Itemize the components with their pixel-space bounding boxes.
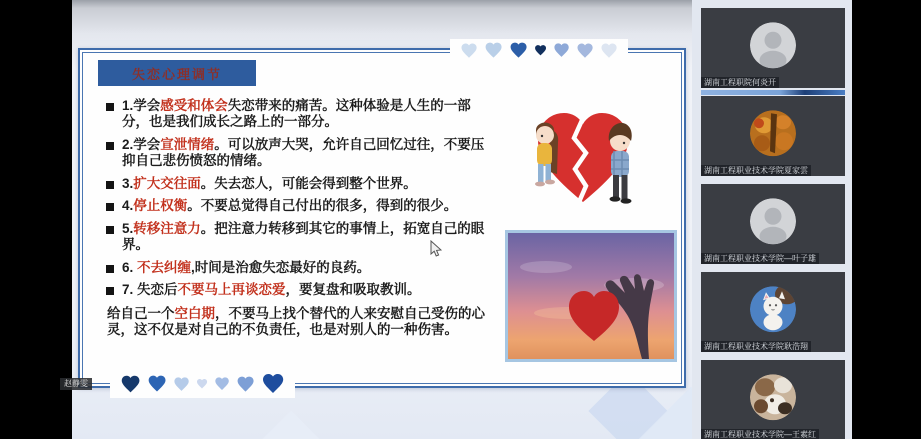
participant-name: 湖南工程职业技术学院—王素红	[701, 429, 819, 439]
highlighted-text: 不要马上再谈恋爱	[177, 282, 286, 298]
slide-bullet-6	[106, 260, 492, 276]
heart-icon	[120, 374, 141, 395]
avatar-graphic	[750, 198, 796, 244]
body-text: 1.学会	[122, 98, 161, 113]
participant-name: 湖南工程职业技术学院—叶子雄	[701, 253, 819, 264]
body-text: 失恋带来的痛苦。这种体验是人生的一部分，也是我们成长之路上的一部分。	[122, 98, 471, 130]
highlighted-text: 扩大交往面	[133, 175, 201, 191]
body-text: 6.	[122, 259, 138, 275]
sunset-photo-graphic	[508, 233, 674, 359]
participant-tile[interactable]	[701, 184, 845, 264]
square-bullet-icon	[106, 142, 114, 150]
square-bullet-icon	[106, 287, 114, 295]
heart-icon	[553, 42, 570, 59]
slide-footer-paragraph	[106, 306, 492, 339]
silhouette-avatar	[750, 198, 796, 244]
highlighted-text: 宣泄情绪	[160, 136, 215, 152]
body-text: 。失去恋人，可能会得到整个世界。	[200, 175, 417, 191]
audio-indicator-bar	[701, 90, 845, 95]
highlighted-text: 停止权衡	[133, 198, 188, 214]
presenter-name-badge: 赵静雯	[60, 378, 92, 390]
body-text: ，不要马上找个替代的人来安慰自己受伤的心灵，这不仅是对自己的不负责任，也是对别人的一种伤害。	[107, 305, 485, 338]
heart-icon	[236, 375, 255, 394]
participants-sidebar[interactable]	[692, 0, 852, 439]
presentation-slide	[78, 48, 686, 388]
heart-icon	[196, 378, 208, 390]
heart-icon	[484, 41, 503, 60]
body-text: 。不要总觉得自己付出的很多，得到的很少。	[187, 198, 458, 214]
participant-name: 湖南工程职业技术学院耿浩翔	[701, 341, 811, 352]
square-bullet-icon	[106, 265, 114, 273]
body-text: 5.	[122, 220, 134, 236]
pet-photo-avatar	[750, 374, 796, 420]
participant-tile[interactable]	[701, 96, 845, 176]
square-bullet-icon	[106, 203, 114, 211]
slide-bullet-4	[106, 198, 492, 214]
bullet-text	[122, 282, 421, 298]
avatar-graphic	[750, 22, 796, 68]
square-bullet-icon	[106, 226, 114, 234]
square-bullet-icon	[106, 181, 114, 189]
body-text: 。把注意力转移到其它的事情上，拓宽自己的眼界。	[122, 220, 485, 253]
slide-bullet-1	[106, 98, 492, 131]
heart-icon	[173, 376, 190, 393]
highlighted-text: 转移注意力	[133, 220, 201, 236]
body-text: 4.	[122, 198, 134, 214]
slide-title-box	[98, 60, 256, 86]
highlighted-text: 空白期	[174, 305, 215, 321]
avatar-graphic	[750, 110, 796, 156]
watermark-diamond	[258, 410, 323, 439]
mouse-cursor	[430, 240, 442, 258]
heart-icon	[261, 372, 285, 396]
broken-heart-couple-illustration	[504, 90, 662, 227]
slide-title: 失恋心理调节	[131, 66, 222, 82]
heart-icon	[534, 44, 547, 57]
heart-icon	[147, 374, 167, 394]
bullet-text	[122, 98, 492, 131]
body-text: 给自己一个	[107, 305, 175, 321]
bullet-text	[122, 198, 457, 214]
heart-icon	[576, 42, 594, 60]
heart-icon	[509, 41, 528, 60]
participant-name: 湖南工程职院何炎开	[701, 77, 779, 88]
highlighted-text: 感受和体会	[160, 98, 228, 113]
body-text: 2.学会	[122, 136, 161, 152]
participant-name: 湖南工程职业技术学院夏家雲	[701, 165, 811, 176]
avatar-graphic	[750, 286, 796, 332]
square-bullet-icon	[106, 103, 114, 111]
body-text: 。可以放声大哭，允许自己回忆过往，不要压抑自己悲伤愤怒的情绪。	[122, 136, 485, 169]
bullet-text	[122, 176, 417, 192]
bullet-text	[122, 260, 370, 276]
hearts-decoration-top	[450, 39, 628, 62]
body-text: 7. 失恋后	[122, 282, 178, 298]
slide-bullet-3	[106, 176, 492, 192]
body-text: 3.	[122, 175, 134, 191]
shared-screen-area[interactable]	[72, 0, 692, 439]
autumn-leaves-avatar	[750, 110, 796, 156]
slide-bullet-2	[106, 137, 492, 170]
participant-tile[interactable]	[701, 272, 845, 352]
bullet-list	[106, 98, 492, 339]
broken-heart-cartoon-graphic	[504, 90, 662, 227]
heart-icon	[214, 376, 230, 392]
letterbox-right	[852, 0, 921, 439]
bullet-text	[122, 137, 492, 170]
heart-icon	[460, 42, 478, 60]
silhouette-avatar	[750, 22, 796, 68]
participant-tile[interactable]	[701, 8, 845, 88]
hand-holding-heart-sunset-photo	[505, 230, 677, 362]
slide-bullet-7	[106, 282, 492, 298]
participant-tile[interactable]	[701, 360, 845, 439]
body-text: ，要复盘和吸取教训。	[285, 282, 421, 298]
body-text: ,时间是治愈失恋最好的良药。	[191, 259, 371, 275]
hearts-decoration-bottom	[110, 370, 295, 398]
heart-icon	[600, 42, 618, 60]
cat-cartoon-avatar	[750, 286, 796, 332]
avatar-graphic	[750, 374, 796, 420]
highlighted-text: 不去纠缠	[137, 259, 192, 275]
